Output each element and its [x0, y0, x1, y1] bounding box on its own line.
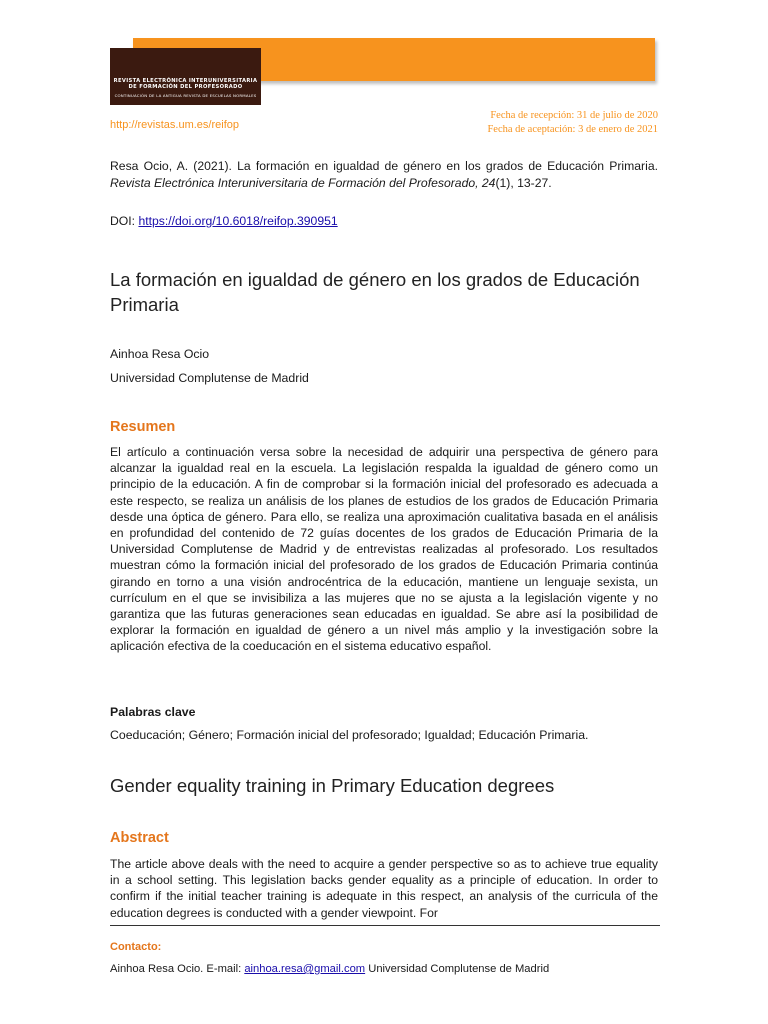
citation-text: Resa Ocio, A. (2021). La formación en igualdad de género en los grados de Educación Primaria. — [110, 159, 658, 173]
resumen-heading: Resumen — [110, 419, 176, 435]
date-accepted: Fecha de aceptación: 3 de enero de 2021 — [487, 124, 658, 135]
contact-prefix: Ainhoa Resa Ocio. E-mail: — [110, 963, 245, 975]
contact-affiliation: Universidad Complutense de Madrid — [365, 963, 550, 975]
contact-line — [110, 963, 549, 975]
doi-link[interactable]: https://doi.org/10.6018/reifop.390951 — [138, 214, 338, 228]
doi-label: DOI: — [110, 214, 139, 228]
resumen-text: El artículo a continuación versa sobre la necesidad de adquirir una perspectiva de género para alcanzar la igualdad real en la escuela. La legislación respalda la igualdad de género como un principio de la educación. A fin de comprobar si la formación inicial del profesorado es adecuada a este respecto, se realiza un análisis de los planes de estudios de los grados de Educación Primaria desde una óptica de género. Para ello, se realiza una aproximación cualitativa basada en el análisis en profundidad del contenido de 72 guías docentes de los grados de Educación Primaria de la Universidad Complutense de Madrid y de entrevistas realizadas al profesorado. Los resultados muestran cómo la formación inicial del profesorado de los grados de Educación Primaria continúa girando en torno a una visión androcéntrica de la educación, mantiene un lenguaje sexista, un currículum en el que se invisibiliza a las mujeres que no se ajusta a la legislación vigente y no garantiza que las futuras generaciones sean educadas en igualdad. Se abre así la posibilidad de explorar la formación en igualdad de género a un nivel más amplio y la investigación sobre la aplicación efectiva de la coeducación en el sistema educativo español. — [110, 445, 658, 654]
author-name: Ainhoa Resa Ocio — [110, 347, 210, 361]
abstract-heading: Abstract — [110, 830, 169, 846]
article-title-en: Gender equality training in Primary Education degrees — [110, 775, 555, 796]
citation-journal: Revista Electrónica Interuniversitaria de Formación del Profesorado, 24 — [110, 176, 496, 190]
author-affiliation: Universidad Complutense de Madrid — [110, 371, 309, 385]
date-received: Fecha de recepción: 31 de julio de 2020 — [490, 110, 658, 121]
keywords-text: Coeducación; Género; Formación inicial del profesorado; Igualdad; Educación Primaria. — [110, 728, 589, 742]
logo-line-3: CONTINUACIÓN DE LA ANTIGUA REVISTA DE ESCUELAS NORMALES — [114, 93, 257, 98]
journal-url[interactable]: http://revistas.um.es/reifop — [110, 119, 239, 131]
doi — [110, 214, 658, 228]
abstract-text: The article above deals with the need to acquire a gender perspective so as to achieve true equality in a school setting. This legislation backs gender equality as a principle of education. In order to confirm if the initial teacher training is adequate in this respect, an analysis of the curricula of the education degrees is conducted with a gender viewpoint. For — [110, 857, 658, 920]
logo-line-1: REVISTA ELECTRÓNICA INTERUNIVERSITARIA — [113, 78, 258, 84]
footer-divider — [110, 925, 660, 926]
article-title-es: La formación en igualdad de género en los grados de Educación Primaria — [110, 269, 640, 315]
journal-logo — [110, 48, 261, 105]
submission-dates — [487, 109, 658, 137]
keywords-heading: Palabras clave — [110, 705, 196, 719]
citation-issue: (1), 13-27. — [495, 176, 552, 190]
contact-email-link[interactable]: ainhoa.resa@gmail.com — [244, 963, 366, 975]
contact-heading: Contacto: — [110, 941, 162, 953]
citation — [110, 158, 658, 192]
logo-line-2: DE FORMACIÓN DEL PROFESORADO — [128, 84, 243, 90]
